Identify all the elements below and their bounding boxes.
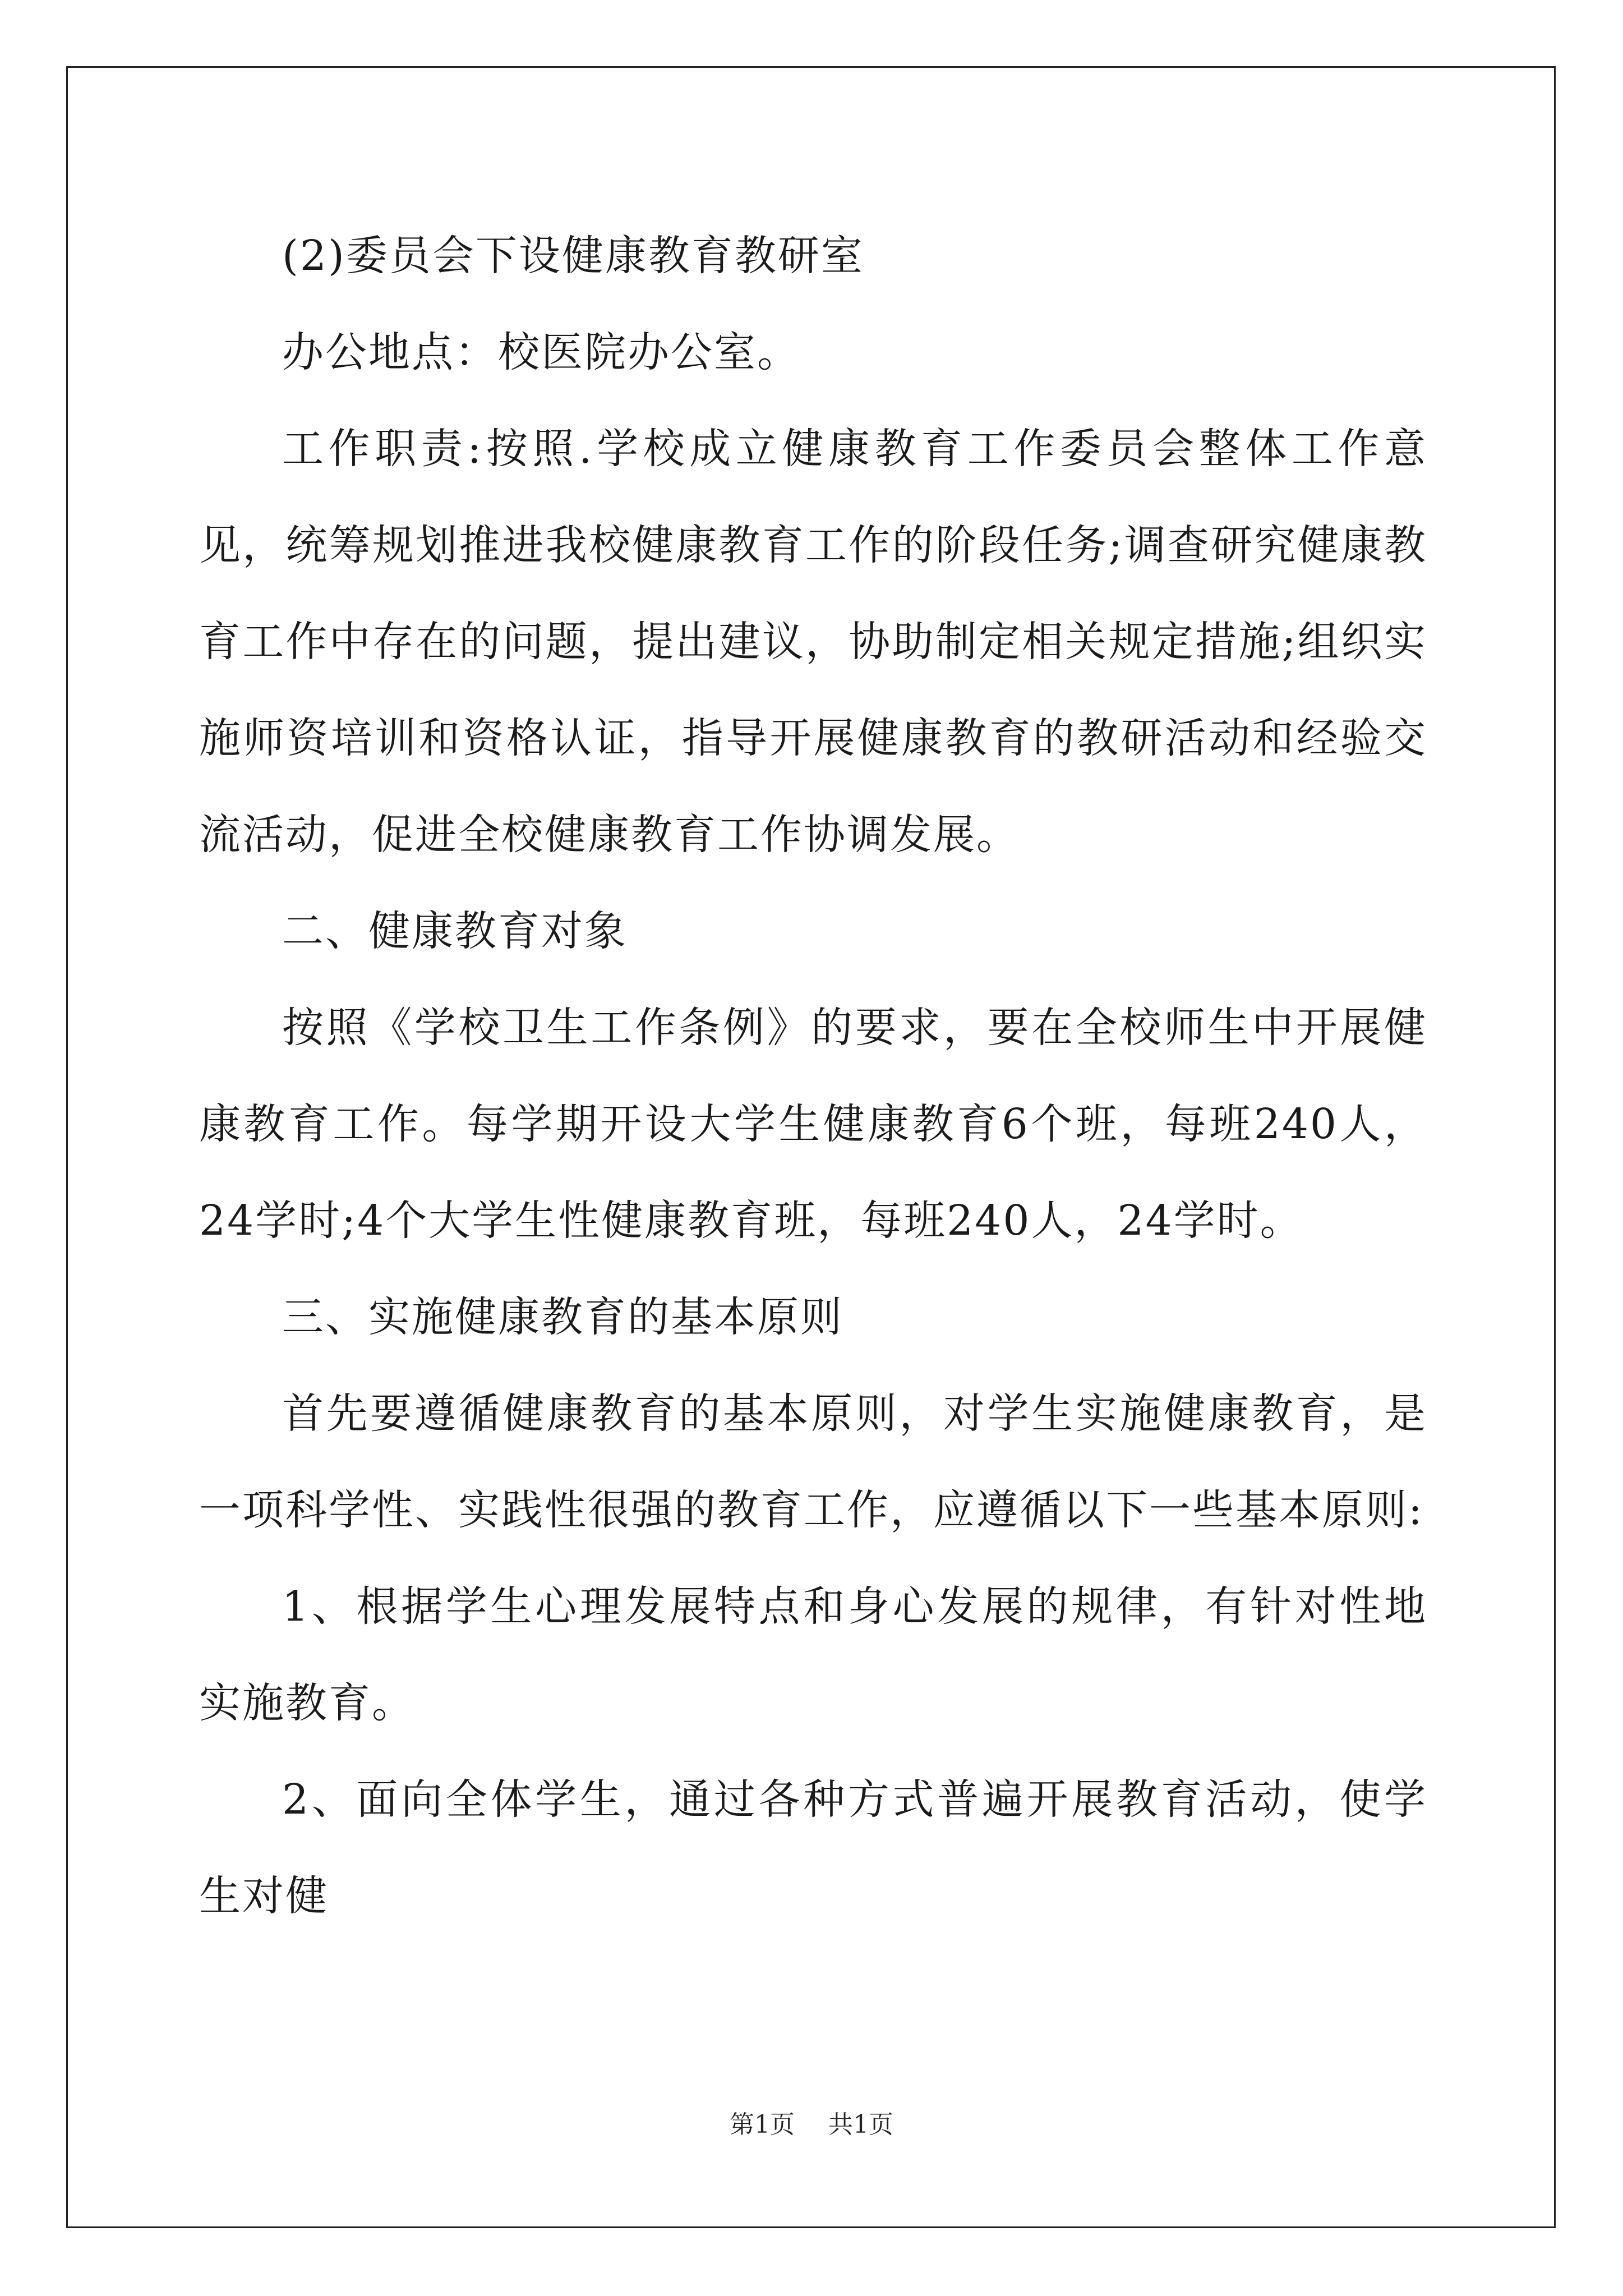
page-footer xyxy=(0,2108,1623,2142)
paragraph-targets: 按照《学校卫生工作条例》的要求，要在全校师生中开展健康教育工作。每学期开设大学生健康教育6个班，每班240人，24学时;4个大学生性健康教育班，每班240人，24学时。 xyxy=(199,1004,1427,1245)
paragraph-principle-1: 1、根据学生心理发展特点和身心发展的规律，有针对性地实施教育。 xyxy=(199,1582,1427,1727)
document-body xyxy=(199,208,1427,1944)
paragraph-principle-2: 2、面向全体学生，通过各种方式普遍开展教育活动，使学生对健 xyxy=(199,1775,1427,1920)
paragraph-subsection-title: (2)委员会下设健康教育教研室 xyxy=(282,232,864,280)
paragraph-duties: 工作职责:按照.学校成立健康教育工作委员会整体工作意见，统筹规划推进我校健康教育工作的阶段任务;调查研究健康教育工作中存在的问题，提出建议，协助制定相关规定措施;组织实施师资培训和资格认证，指导开展健康教育的教研活动和经验交流活动，促进全校健康教育工作协调发展。 xyxy=(199,425,1427,859)
heading-basic-principles: 三、实施健康教育的基本原则 xyxy=(282,1293,843,1341)
heading-education-targets: 二、健康教育对象 xyxy=(282,907,628,955)
paragraph-office-location: 办公地点：校医院办公室。 xyxy=(282,328,800,376)
page-total: 共1页 xyxy=(828,2110,893,2139)
page-number: 第1页 xyxy=(730,2110,795,2139)
paragraph-principles-intro: 首先要遵循健康教育的基本原则，对学生实施健康教育，是一项科学性、实践性很强的教育工作，应遵循以下一些基本原则: xyxy=(199,1389,1427,1534)
